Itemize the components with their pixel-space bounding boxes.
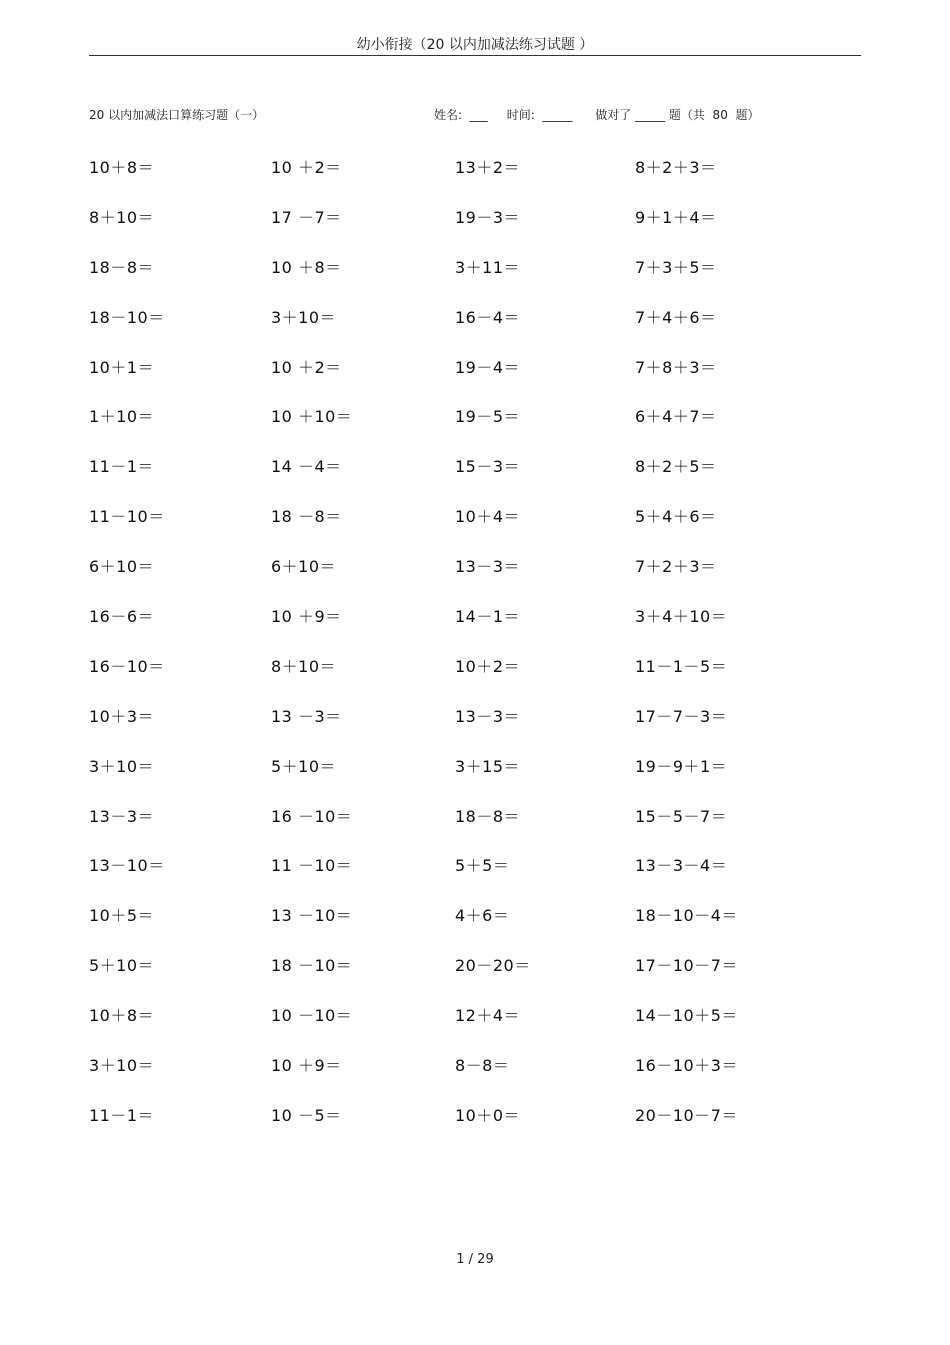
exercise-row [89, 306, 861, 356]
exercise-problem: 16 －10＝ [271, 806, 353, 826]
exercise-problem: 7＋2＋3＝ [635, 557, 717, 577]
exercise-problem: 8－8＝ [455, 1056, 510, 1076]
exercise-problem: 3＋11＝ [455, 257, 521, 277]
exercise-problem: 13 －3＝ [271, 706, 342, 726]
exercise-problem: 16－10＋3＝ [635, 1056, 738, 1076]
exercise-problem: 10＋8＝ [89, 1006, 155, 1026]
exercise-problem: 19－4＝ [455, 357, 521, 377]
exercise-row [89, 356, 861, 406]
exercise-problem: 18－8＝ [455, 806, 521, 826]
exercise-problem: 20－20＝ [455, 956, 531, 976]
exercise-row [89, 655, 861, 705]
page-number: 1 / 29 [456, 1252, 494, 1267]
exercise-problem: 14 －4＝ [271, 457, 342, 477]
exercise-row [89, 854, 861, 904]
exercise-problem: 11－1＝ [89, 1105, 155, 1125]
exercise-problem: 6＋4＋7＝ [635, 407, 717, 427]
exercise-problem: 7＋4＋6＝ [635, 307, 717, 327]
exercise-problem: 8＋2＋3＝ [635, 158, 717, 177]
exercise-problem: 18－10－4＝ [635, 906, 738, 926]
exercise-problem: 5＋10＝ [271, 756, 337, 776]
exercise-problem: 9＋1＋4＝ [635, 207, 717, 227]
exercise-row [89, 705, 861, 755]
exercise-problem: 10 －5＝ [271, 1105, 342, 1125]
exercise-problem: 4＋6＝ [455, 906, 510, 926]
exercise-problem: 13＋2＝ [455, 158, 521, 177]
exercise-row [89, 1104, 861, 1154]
exercise-problem: 14－1＝ [455, 607, 521, 627]
exercise-problem: 16－4＝ [455, 307, 521, 327]
exercise-problem: 5＋10＝ [89, 956, 155, 976]
exercise-row [89, 206, 861, 256]
exercise-problem: 5＋4＋6＝ [635, 507, 717, 527]
exercise-problem: 10 ＋8＝ [271, 257, 342, 277]
exercise-problem: 10＋1＝ [89, 357, 155, 377]
exercise-problem: 17－7－3＝ [635, 706, 728, 726]
exercise-problem: 14－10＋5＝ [635, 1006, 738, 1026]
exercise-row [89, 156, 861, 206]
exercise-problem: 10＋5＝ [89, 906, 155, 926]
exercise-problem: 13－3＝ [89, 806, 155, 826]
document-header-title: 幼小衔接（20 以内加减法练习试题 ） [356, 37, 594, 53]
exercise-problem: 10＋4＝ [455, 507, 521, 527]
exercise-row [89, 256, 861, 306]
exercise-problem: 3＋10＝ [89, 1056, 155, 1076]
exercise-problem: 18－8＝ [89, 257, 155, 277]
exercise-problem: 15－5－7＝ [635, 806, 728, 826]
exercise-row [89, 555, 861, 605]
exercise-problem: 3＋4＋10＝ [635, 607, 728, 627]
exercise-problem: 8＋10＝ [89, 207, 155, 227]
exercise-problem: 12＋4＝ [455, 1006, 521, 1026]
exercise-problem: 13－3＝ [455, 557, 521, 577]
exercise-problem: 5＋5＝ [455, 856, 510, 876]
exercise-problem: 18－10＝ [89, 307, 165, 327]
exercise-problem: 10＋3＝ [89, 706, 155, 726]
exercise-row [89, 405, 861, 455]
exercise-problem: 19－3＝ [455, 207, 521, 227]
exercise-problem: 17 －7＝ [271, 207, 342, 227]
exercise-problem: 8＋2＋5＝ [635, 457, 717, 477]
exercise-row [89, 805, 861, 855]
worksheet-info-line: 姓名: ___ 时间: _____ 做对了 _____ 题（共 80 题） [434, 108, 760, 122]
exercise-problem: 11－1－5＝ [635, 656, 728, 676]
exercise-problem: 7＋8＋3＝ [635, 357, 717, 377]
exercise-problem: 6＋10＝ [271, 557, 337, 577]
exercise-problem: 1＋10＝ [89, 407, 155, 427]
exercise-row [89, 1054, 861, 1104]
exercise-problem: 11 －10＝ [271, 856, 353, 876]
exercise-problem: 10＋0＝ [455, 1105, 521, 1125]
exercise-problem: 3＋10＝ [271, 307, 337, 327]
exercise-problem: 7＋3＋5＝ [635, 257, 717, 277]
exercise-problem: 10 ＋9＝ [271, 607, 342, 627]
exercise-problem: 16－6＝ [89, 607, 155, 627]
exercise-problem: 17－10－7＝ [635, 956, 738, 976]
exercise-problem: 3＋10＝ [89, 756, 155, 776]
exercise-problem: 13－3－4＝ [635, 856, 728, 876]
exercise-problem: 16－10＝ [89, 656, 165, 676]
exercise-row [89, 605, 861, 655]
exercise-row [89, 505, 861, 555]
exercise-problem: 13－3＝ [455, 706, 521, 726]
exercise-problem: 10 ＋9＝ [271, 1056, 342, 1076]
exercise-row [89, 755, 861, 805]
exercise-problem: 10 ＋2＝ [271, 357, 342, 377]
exercise-problem: 10＋2＝ [455, 656, 521, 676]
exercise-problem: 13－10＝ [89, 856, 165, 876]
exercise-row [89, 904, 861, 954]
exercise-row [89, 1004, 861, 1054]
exercise-problem: 18 －10＝ [271, 956, 353, 976]
exercise-problem: 6＋10＝ [89, 557, 155, 577]
exercise-grid [89, 156, 861, 1154]
exercise-problem: 8＋10＝ [271, 656, 337, 676]
exercise-problem: 19－9＋1＝ [635, 756, 728, 776]
worksheet-title: 20 以内加减法口算练习题（一） [89, 108, 265, 122]
exercise-problem: 10 －10＝ [271, 1006, 353, 1026]
exercise-problem: 10 ＋2＝ [271, 158, 342, 177]
exercise-problem: 18 －8＝ [271, 507, 342, 527]
exercise-problem: 13 －10＝ [271, 906, 353, 926]
exercise-row [89, 455, 861, 505]
exercise-problem: 3＋15＝ [455, 756, 521, 776]
exercise-problem: 10 ＋10＝ [271, 407, 353, 427]
exercise-problem: 19－5＝ [455, 407, 521, 427]
exercise-row [89, 954, 861, 1004]
exercise-problem: 20－10－7＝ [635, 1105, 738, 1125]
header-divider [89, 55, 861, 56]
exercise-problem: 10＋8＝ [89, 158, 155, 177]
exercise-problem: 15－3＝ [455, 457, 521, 477]
exercise-problem: 11－1＝ [89, 457, 155, 477]
exercise-problem: 11－10＝ [89, 507, 165, 527]
